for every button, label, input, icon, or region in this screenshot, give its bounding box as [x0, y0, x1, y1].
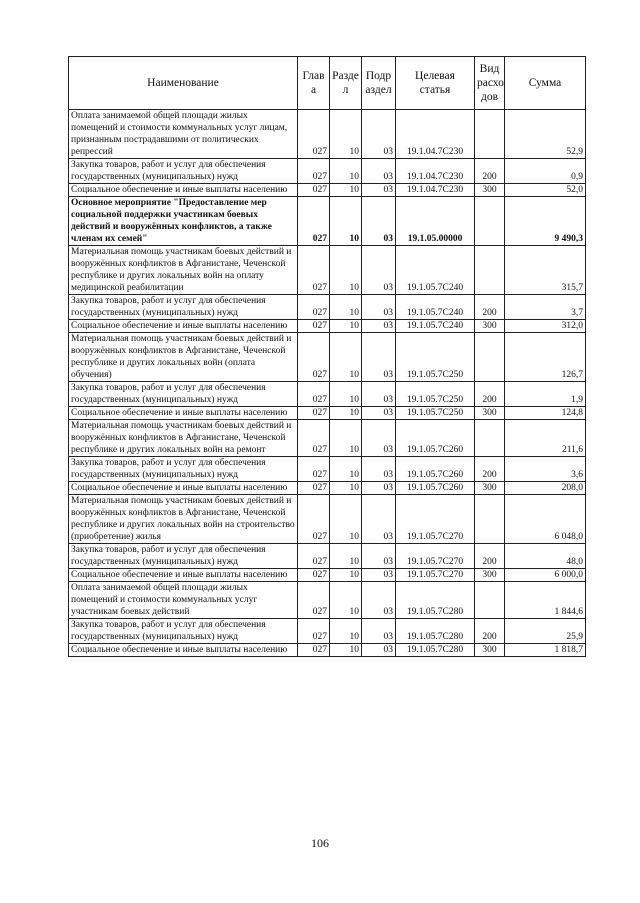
cell-statya: 19.1.05.7С260: [396, 457, 475, 482]
table-row: [69, 295, 586, 320]
cell-name: Социальное обеспечение и иные выплаты населению: [69, 184, 298, 197]
table-row: [69, 544, 586, 569]
cell-podrazdel: 03: [362, 569, 396, 582]
cell-glava: 027: [298, 457, 330, 482]
cell-razdel: 10: [330, 197, 362, 246]
table-row: [69, 619, 586, 644]
cell-razdel: 10: [330, 582, 362, 619]
cell-name: Социальное обеспечение и иные выплаты населению: [69, 407, 298, 420]
cell-name: Социальное обеспечение и иные выплаты населению: [69, 644, 298, 657]
table-row: [69, 569, 586, 582]
cell-summa: 3,6: [505, 457, 586, 482]
cell-statya: 19.1.05.7С250: [396, 333, 475, 382]
header-glava-line1: Глав: [302, 70, 325, 82]
cell-name: Социальное обеспечение и иные выплаты населению: [69, 569, 298, 582]
cell-statya: 19.1.05.7С240: [396, 320, 475, 333]
cell-vid: [475, 420, 505, 457]
table-row: [69, 644, 586, 657]
cell-podrazdel: 03: [362, 495, 396, 544]
cell-razdel: 10: [330, 159, 362, 184]
cell-razdel: 10: [330, 569, 362, 582]
cell-razdel: 10: [330, 246, 362, 295]
cell-podrazdel: 03: [362, 457, 396, 482]
cell-glava: 027: [298, 407, 330, 420]
header-vid-line1: Вид: [479, 63, 500, 75]
cell-summa: 52,0: [505, 184, 586, 197]
cell-statya: 19.1.05.7С260: [396, 420, 475, 457]
cell-statya: 19.1.05.7С270: [396, 495, 475, 544]
cell-summa: 48,0: [505, 544, 586, 569]
header-vid-line3: дов: [480, 91, 499, 103]
cell-summa: 208,0: [505, 482, 586, 495]
cell-razdel: 10: [330, 482, 362, 495]
header-vid-line2: расхо: [477, 77, 504, 89]
cell-summa: 0,9: [505, 159, 586, 184]
cell-vid: [475, 582, 505, 619]
cell-podrazdel: 03: [362, 582, 396, 619]
table-row: [69, 110, 586, 159]
cell-podrazdel: 03: [362, 197, 396, 246]
cell-name: Основное мероприятие "Предоставление мер социальной поддержки участникам боевых действий и вооружённых конфликтов, а также членам их семей": [69, 197, 298, 246]
cell-podrazdel: 03: [362, 246, 396, 295]
cell-vid: [475, 333, 505, 382]
table-row: [69, 457, 586, 482]
cell-glava: 027: [298, 544, 330, 569]
cell-statya: 19.1.05.00000: [396, 197, 475, 246]
cell-glava: 027: [298, 495, 330, 544]
cell-vid: 200: [475, 619, 505, 644]
cell-name: Материальная помощь участникам боевых действий и вооружённых конфликтов в Афганистане, Чеченской республике и других локальных войн (оплата обучения): [69, 333, 298, 382]
cell-vid: [475, 246, 505, 295]
table-row: [69, 582, 586, 619]
cell-name: Закупка товаров, работ и услуг для обеспечения государственных (муниципальных) нужд: [69, 619, 298, 644]
table-row: [69, 197, 586, 246]
header-name: [69, 57, 298, 110]
header-razdel: [330, 57, 362, 110]
table-row: [69, 333, 586, 382]
table-row: [69, 495, 586, 544]
cell-name: Материальная помощь участникам боевых действий и вооружённых конфликтов в Афганистане, Чеченской республике и других локальных войн на ремонт: [69, 420, 298, 457]
cell-vid: 200: [475, 295, 505, 320]
cell-podrazdel: 03: [362, 333, 396, 382]
cell-podrazdel: 03: [362, 619, 396, 644]
header-summa: [505, 57, 586, 110]
table-row: [69, 246, 586, 295]
cell-summa: 124,8: [505, 407, 586, 420]
cell-razdel: 10: [330, 495, 362, 544]
cell-glava: 027: [298, 569, 330, 582]
cell-vid: [475, 495, 505, 544]
cell-razdel: 10: [330, 407, 362, 420]
cell-vid: 200: [475, 382, 505, 407]
table-row: [69, 420, 586, 457]
table-row: [69, 407, 586, 420]
table-row: [69, 320, 586, 333]
cell-razdel: 10: [330, 382, 362, 407]
budget-table: [68, 56, 586, 657]
cell-summa: 9 490,3: [505, 197, 586, 246]
cell-razdel: 10: [330, 544, 362, 569]
cell-glava: 027: [298, 482, 330, 495]
cell-summa: 6 000,0: [505, 569, 586, 582]
header-podrazdel: [362, 57, 396, 110]
cell-glava: 027: [298, 320, 330, 333]
cell-name: Материальная помощь участникам боевых действий и вооружённых конфликтов в Афганистане, Чеченской республике и других локальных войн на строительство (приобретение) жилья: [69, 495, 298, 544]
cell-vid: 300: [475, 644, 505, 657]
cell-summa: 6 048,0: [505, 495, 586, 544]
cell-glava: 027: [298, 333, 330, 382]
header-razdel-line1: Разде: [332, 70, 359, 82]
header-statya-line1: Целевая: [415, 70, 455, 82]
cell-statya: 19.1.05.7С240: [396, 295, 475, 320]
table-header-row: [69, 57, 586, 110]
cell-statya: 19.1.05.7С280: [396, 619, 475, 644]
cell-razdel: 10: [330, 320, 362, 333]
cell-vid: [475, 197, 505, 246]
table-row: [69, 184, 586, 197]
cell-vid: 300: [475, 569, 505, 582]
header-glava-line2: а: [310, 84, 317, 96]
header-glava: [298, 57, 330, 110]
cell-summa: 312,0: [505, 320, 586, 333]
cell-statya: 19.1.05.7С250: [396, 407, 475, 420]
cell-glava: 027: [298, 197, 330, 246]
table-body: [69, 110, 586, 657]
table-row: [69, 159, 586, 184]
cell-podrazdel: 03: [362, 159, 396, 184]
cell-summa: 315,7: [505, 246, 586, 295]
cell-statya: 19.1.05.7С280: [396, 582, 475, 619]
cell-name: Закупка товаров, работ и услуг для обеспечения государственных (муниципальных) нужд: [69, 457, 298, 482]
cell-statya: 19.1.05.7С250: [396, 382, 475, 407]
cell-statya: 19.1.05.7С280: [396, 644, 475, 657]
cell-razdel: 10: [330, 457, 362, 482]
cell-podrazdel: 03: [362, 420, 396, 457]
cell-summa: 3,7: [505, 295, 586, 320]
cell-name: Закупка товаров, работ и услуг для обеспечения государственных (муниципальных) нужд: [69, 295, 298, 320]
cell-glava: 027: [298, 382, 330, 407]
header-razdel-line2: л: [342, 84, 349, 96]
header-name-text: Наименование: [147, 77, 219, 89]
header-statya: [396, 57, 475, 110]
cell-podrazdel: 03: [362, 382, 396, 407]
header-podrazdel-line2: аздел: [365, 84, 392, 96]
cell-summa: 1,9: [505, 382, 586, 407]
cell-podrazdel: 03: [362, 407, 396, 420]
cell-name: Закупка товаров, работ и услуг для обеспечения государственных (муниципальных) нужд: [69, 382, 298, 407]
cell-podrazdel: 03: [362, 544, 396, 569]
cell-statya: 19.1.05.7С270: [396, 544, 475, 569]
cell-summa: 1 818,7: [505, 644, 586, 657]
cell-glava: 027: [298, 644, 330, 657]
cell-name: Закупка товаров, работ и услуг для обеспечения государственных (муниципальных) нужд: [69, 159, 298, 184]
cell-summa: 25,9: [505, 619, 586, 644]
cell-vid: 300: [475, 482, 505, 495]
cell-vid: 200: [475, 544, 505, 569]
cell-vid: 300: [475, 184, 505, 197]
cell-podrazdel: 03: [362, 482, 396, 495]
cell-glava: 027: [298, 159, 330, 184]
cell-vid: 300: [475, 407, 505, 420]
cell-glava: 027: [298, 110, 330, 159]
cell-name: Оплата занимаемой общей площади жилых помещений и стоимости коммунальных услуг участникам боевых действий: [69, 582, 298, 619]
cell-podrazdel: 03: [362, 644, 396, 657]
cell-razdel: 10: [330, 295, 362, 320]
cell-glava: 027: [298, 246, 330, 295]
table-row: [69, 382, 586, 407]
cell-podrazdel: 03: [362, 295, 396, 320]
cell-glava: 027: [298, 295, 330, 320]
header-statya-line2: статья: [419, 84, 451, 96]
cell-podrazdel: 03: [362, 184, 396, 197]
header-summa-text: Сумма: [528, 77, 562, 89]
cell-razdel: 10: [330, 184, 362, 197]
header-podrazdel-line1: Подр: [365, 70, 392, 82]
cell-name: Социальное обеспечение и иные выплаты населению: [69, 482, 298, 495]
cell-statya: 19.1.04.7С230: [396, 110, 475, 159]
cell-glava: 027: [298, 619, 330, 644]
cell-name: Социальное обеспечение и иные выплаты населению: [69, 320, 298, 333]
cell-statya: 19.1.05.7С260: [396, 482, 475, 495]
cell-vid: 200: [475, 159, 505, 184]
cell-summa: 126,7: [505, 333, 586, 382]
table-row: [69, 482, 586, 495]
cell-glava: 027: [298, 420, 330, 457]
cell-summa: 1 844,6: [505, 582, 586, 619]
cell-summa: 52,9: [505, 110, 586, 159]
cell-statya: 19.1.04.7С230: [396, 184, 475, 197]
cell-vid: 300: [475, 320, 505, 333]
cell-statya: 19.1.05.7С240: [396, 246, 475, 295]
cell-glava: 027: [298, 582, 330, 619]
cell-statya: 19.1.04.7С230: [396, 159, 475, 184]
cell-razdel: 10: [330, 333, 362, 382]
cell-razdel: 10: [330, 110, 362, 159]
cell-name: Закупка товаров, работ и услуг для обеспечения государственных (муниципальных) нужд: [69, 544, 298, 569]
cell-vid: [475, 110, 505, 159]
cell-name: Материальная помощь участникам боевых действий и вооружённых конфликтов в Афганистане, Чеченской республике и других локальных войн на оплату медицинской реабилитации: [69, 246, 298, 295]
page-number: 106: [311, 836, 329, 850]
cell-razdel: 10: [330, 420, 362, 457]
cell-vid: 200: [475, 457, 505, 482]
cell-podrazdel: 03: [362, 320, 396, 333]
cell-glava: 027: [298, 184, 330, 197]
cell-razdel: 10: [330, 619, 362, 644]
cell-statya: 19.1.05.7С270: [396, 569, 475, 582]
cell-name: Оплата занимаемой общей площади жилых помещений и стоимости коммунальных услуг лицам, признанным пострадавшими от политических репрессий: [69, 110, 298, 159]
cell-razdel: 10: [330, 644, 362, 657]
cell-podrazdel: 03: [362, 110, 396, 159]
cell-summa: 211,6: [505, 420, 586, 457]
header-vid: [475, 57, 505, 110]
